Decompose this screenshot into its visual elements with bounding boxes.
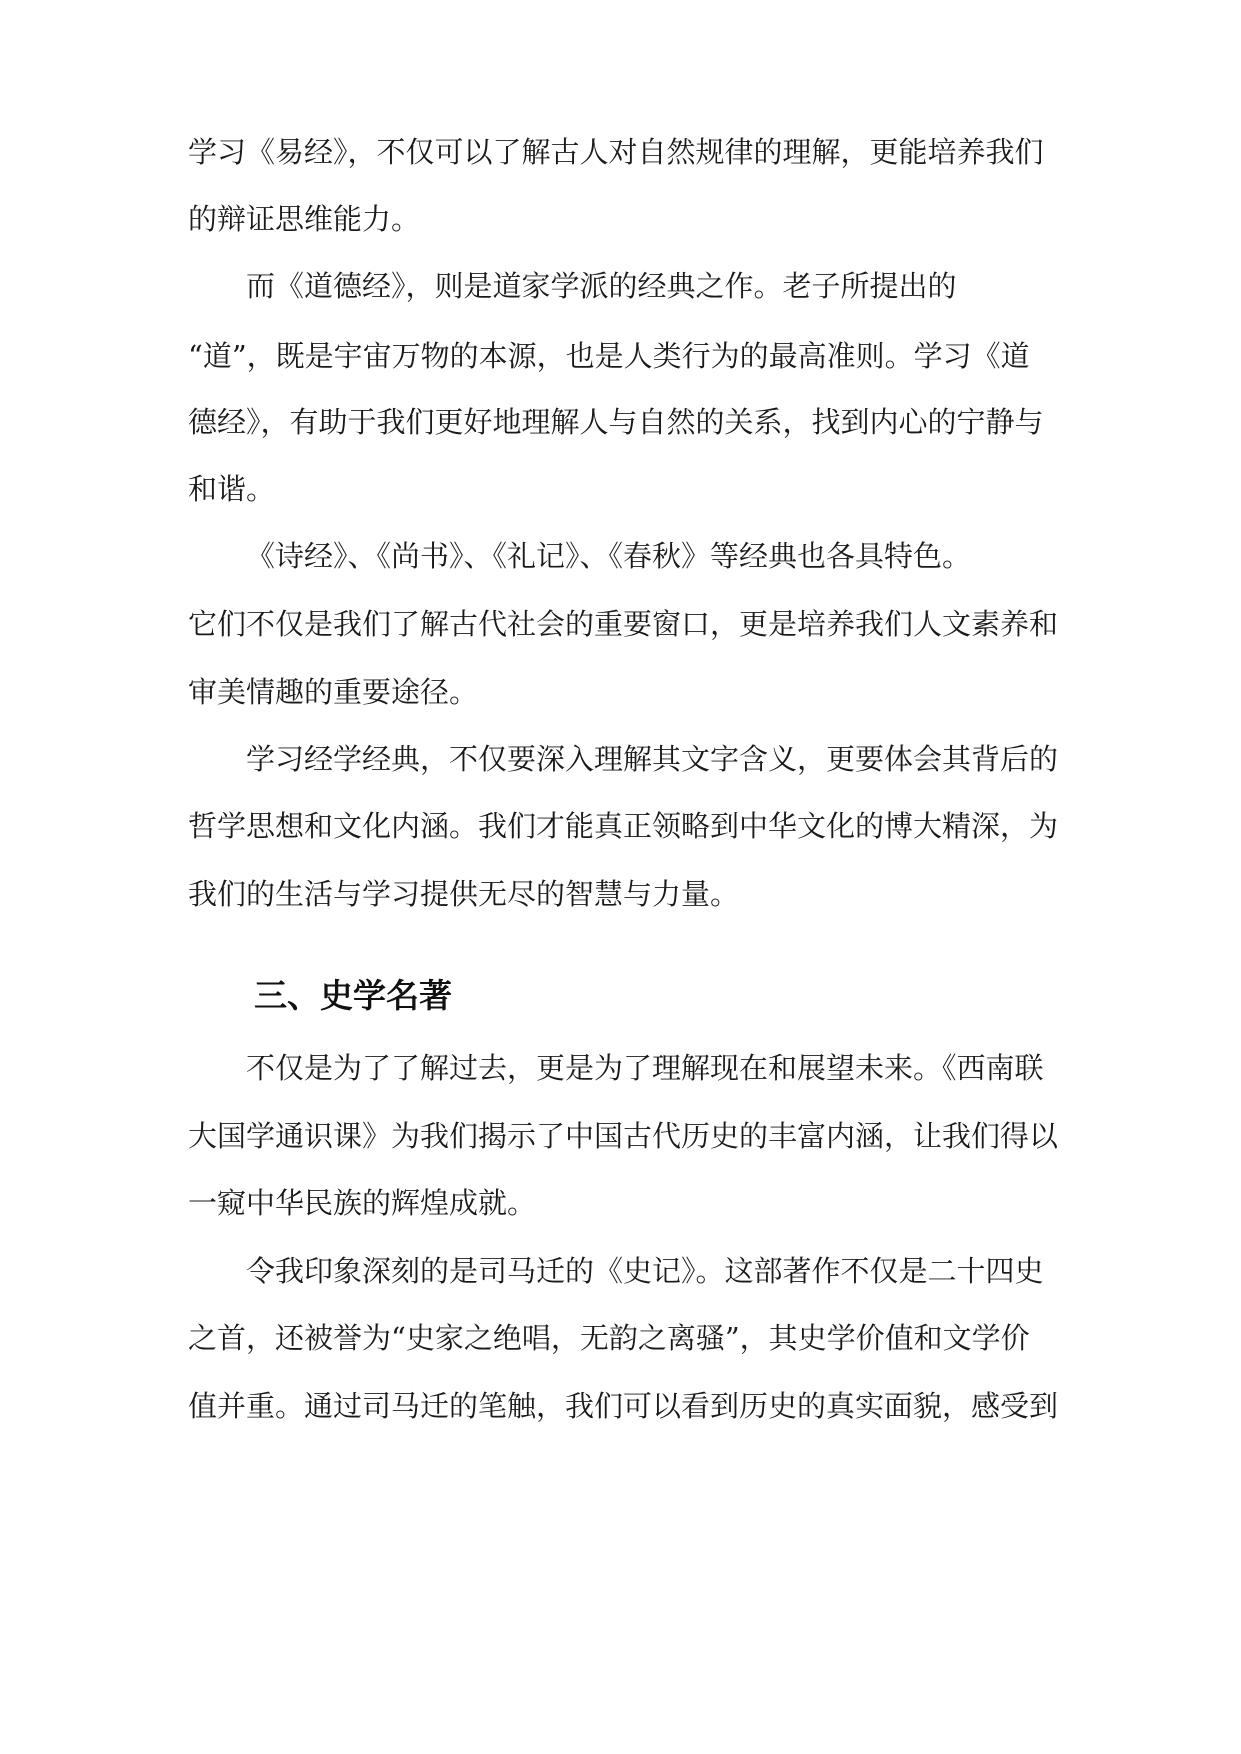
paragraph-2-line-3: 德经》，有助于我们更好地理解人与自然的关系，找到内心的宁静与 <box>188 405 1044 439</box>
section-paragraph-2-line-1: 令我印象深刻的是司马迁的《史记》。这部著作不仅是二十四史 <box>246 1254 1044 1288</box>
section-paragraph-1-line-3: 一窥中华民族的辉煌成就。 <box>188 1186 537 1220</box>
paragraph-2-line-2: “道”，既是宇宙万物的本源，也是人类行为的最高准则。学习《道 <box>188 339 1030 373</box>
section-heading: 三、史学名著 <box>254 976 452 1015</box>
paragraph-1-line-1: 学习《易经》，不仅可以了解古人对自然规律的理解，更能培养我们 <box>188 135 1044 169</box>
paragraph-4-line-3: 我们的生活与学习提供无尽的智慧与力量。 <box>188 877 740 911</box>
paragraph-3-line-2: 它们不仅是我们了解古代社会的重要窗口，更是培养我们人文素养和 <box>188 607 1059 641</box>
section-paragraph-1-line-1: 不仅是为了了解过去，更是为了理解现在和展望未来。《西南联 <box>246 1051 1044 1085</box>
paragraph-3-line-1: 《诗经》、《尚书》、《礼记》、《春秋》等经典也各具特色。 <box>246 539 972 573</box>
paragraph-2-line-4: 和谐。 <box>188 472 276 506</box>
paragraph-4-line-1: 学习经学经典，不仅要深入理解其文字含义，更要体会其背后的 <box>246 742 1059 776</box>
paragraph-3-line-3: 审美情趣的重要途径。 <box>188 675 479 709</box>
section-paragraph-2-line-3: 值并重。通过司马迁的笔触，我们可以看到历史的真实面貌，感受到 <box>188 1389 1059 1423</box>
section-paragraph-1-line-2: 大国学通识课》为我们揭示了中国古代历史的丰富内涵，让我们得以 <box>188 1119 1059 1153</box>
section-paragraph-2-line-2: 之首，还被誉为“史家之绝唱，无韵之离骚”，其史学价值和文学价 <box>188 1321 1030 1355</box>
paragraph-2-line-1: 而《道德经》，则是道家学派的经典之作。老子所提出的 <box>246 269 957 303</box>
paragraph-1-line-2: 的辩证思维能力。 <box>188 202 421 236</box>
paragraph-4-line-2: 哲学思想和文化内涵。我们才能真正领略到中华文化的博大精深，为 <box>188 809 1059 843</box>
